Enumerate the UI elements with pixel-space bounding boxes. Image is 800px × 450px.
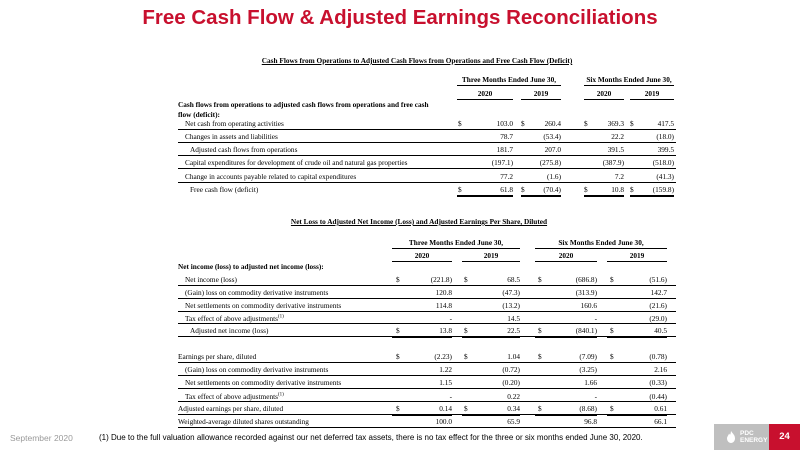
table-cell-value: (1.6) — [547, 172, 561, 181]
currency-sign: $ — [610, 326, 614, 335]
table-row-label — [185, 288, 328, 297]
table-cell-value: (686.8) — [575, 275, 597, 284]
table-cell-value: (518.0) — [652, 158, 674, 167]
t2-year-header: 2020 — [392, 251, 452, 262]
table-row-label — [178, 352, 256, 361]
table-cell-value: (18.0) — [656, 132, 674, 141]
t1-year-header: 2020 — [584, 89, 624, 100]
currency-sign: $ — [458, 185, 462, 194]
table-cell-value: (3.25) — [579, 365, 597, 374]
currency-sign: $ — [396, 404, 400, 413]
table-row-label: Net cash from operating activities — [185, 119, 284, 128]
currency-sign: $ — [396, 326, 400, 335]
rule-line — [178, 298, 676, 299]
rule-line — [178, 285, 676, 286]
currency-sign: $ — [538, 326, 542, 335]
table-cell-value: (70.4) — [543, 185, 561, 194]
table-cell-value: 142.7 — [650, 288, 667, 297]
table-cell-value: 2.16 — [654, 365, 667, 374]
currency-sign: $ — [396, 352, 400, 361]
rule-line — [178, 362, 676, 363]
table-cell-value: (13.2) — [502, 301, 520, 310]
table-cell-value: (0.20) — [502, 378, 520, 387]
table-cell-value: (197.1) — [491, 158, 513, 167]
t1-period-six-months: Six Months Ended June 30, — [584, 75, 674, 86]
rule-line — [178, 155, 676, 156]
table-cell-value: (840.1) — [575, 326, 597, 335]
page-number: 24 — [769, 424, 800, 450]
table-cell-value: - — [449, 392, 452, 401]
table-cell-value: (51.6) — [649, 275, 667, 284]
table-cell-value: 417.5 — [657, 119, 674, 128]
table-row-label: Adjusted cash flows from operations — [190, 145, 298, 154]
table-cell-value: (0.33) — [649, 378, 667, 387]
table-cell-value: - — [594, 314, 597, 323]
table-cell-value: (221.8) — [430, 275, 452, 284]
rule-line — [178, 311, 676, 312]
currency-sign: $ — [538, 275, 542, 284]
rule-line — [178, 388, 676, 389]
table-row-label-text: (Gain) loss on commodity derivative instruments — [185, 288, 329, 297]
logo-line-1: PDC — [740, 430, 754, 437]
cash-flow-table-title: Cash Flows from Operations to Adjusted Cash Flows from Operations and Free Cash Flow (Deficit) — [261, 56, 573, 65]
table-cell-value: 369.3 — [607, 119, 624, 128]
table-cell-value: 100.0 — [435, 417, 452, 426]
currency-sign: $ — [630, 119, 634, 128]
table-cell-value: 391.5 — [607, 145, 624, 154]
rule-line — [521, 195, 561, 197]
table-cell-value: - — [449, 314, 452, 323]
table-row-label-text: Tax effect of above adjustments — [185, 314, 278, 323]
logo-text — [740, 430, 767, 444]
company-logo — [714, 424, 800, 450]
currency-sign: $ — [521, 185, 525, 194]
table-cell-value: 1.04 — [507, 352, 520, 361]
table-row-label-text: Adjusted net income (loss) — [190, 326, 269, 335]
logo-line-2: ENERGY — [740, 437, 768, 444]
table-cell-value: 40.5 — [654, 326, 667, 335]
currency-sign: $ — [464, 352, 468, 361]
rule-line — [178, 182, 676, 183]
table-row-label: Free cash flow (deficit) — [190, 185, 259, 194]
t1-period-three-months: Three Months Ended June 30, — [457, 75, 561, 86]
table-row-label — [185, 301, 341, 310]
table-row-label — [185, 314, 284, 323]
table-cell-value: 22.5 — [507, 326, 520, 335]
rule-line — [178, 129, 676, 130]
table-cell-value: (387.9) — [602, 158, 624, 167]
table-cell-value: 207.0 — [544, 145, 561, 154]
rule-line — [178, 427, 676, 428]
rule-line — [178, 336, 676, 337]
rule-line — [178, 168, 676, 169]
table-row-label — [178, 417, 309, 426]
table-row-label-text: (Gain) loss on commodity derivative instruments — [185, 365, 329, 374]
table-cell-value: 66.1 — [654, 417, 667, 426]
rule-line — [630, 195, 674, 197]
table-cell-value: 13.8 — [439, 326, 452, 335]
table-cell-value: (41.3) — [656, 172, 674, 181]
table-cell-value: (275.8) — [539, 158, 561, 167]
table-row-label — [185, 392, 284, 401]
page-title: Free Cash Flow & Adjusted Earnings Reconciliations — [142, 6, 658, 29]
adjusted-earnings-table-title: Net Loss to Adjusted Net Income (Loss) and Adjusted Earnings Per Share, Diluted — [290, 217, 548, 226]
table-cell-value: 0.22 — [507, 392, 520, 401]
table-cell-value: (0.44) — [649, 392, 667, 401]
t2-section-label: Net income (loss) to adjusted net income (loss): — [178, 262, 324, 271]
table-row-label-text: Tax effect of above adjustments — [185, 392, 278, 401]
table-cell-value: (7.09) — [579, 352, 597, 361]
currency-sign: $ — [610, 352, 614, 361]
t1-section-label: flow (deficit): — [178, 110, 220, 119]
table-cell-value: 160.6 — [580, 301, 597, 310]
table-cell-value: 114.8 — [435, 301, 452, 310]
table-cell-value: 399.5 — [657, 145, 674, 154]
table-cell-value: (29.0) — [649, 314, 667, 323]
table-cell-value: (0.72) — [502, 365, 520, 374]
table-cell-value: 7.2 — [614, 172, 624, 181]
t1-year-header: 2019 — [521, 89, 561, 100]
rule-line — [178, 401, 676, 402]
t2-year-header: 2020 — [535, 251, 597, 262]
currency-sign: $ — [538, 352, 542, 361]
table-cell-value: 77.2 — [500, 172, 513, 181]
table-row-label — [185, 275, 237, 284]
t2-year-header: 2019 — [462, 251, 520, 262]
t2-year-header: 2019 — [607, 251, 667, 262]
table-cell-value: (0.78) — [649, 352, 667, 361]
currency-sign: $ — [464, 275, 468, 284]
currency-sign: $ — [464, 326, 468, 335]
table-row-label-text: Weighted-average diluted shares outstanding — [178, 417, 309, 426]
table-row-label — [190, 326, 268, 335]
t1-section-label: Cash flows from operations to adjusted cash flows from operations and free cash — [178, 100, 429, 109]
table-row-label-text: Net settlements on commodity derivative instruments — [185, 378, 342, 387]
table-cell-value: 10.8 — [611, 185, 624, 194]
rule-line — [457, 195, 513, 197]
table-cell-value: (313.9) — [575, 288, 597, 297]
rule-line — [584, 195, 624, 197]
footnote-marker: (1) — [277, 392, 284, 398]
table-cell-value: 120.8 — [435, 288, 452, 297]
currency-sign: $ — [464, 404, 468, 413]
table-cell-value: 0.34 — [507, 404, 520, 413]
t1-year-header: 2020 — [457, 89, 513, 100]
table-row-label: Changes in assets and liabilities — [185, 132, 278, 141]
footnote: (1) Due to the full valuation allowance recorded against our net deferred tax assets, there is no tax effect for the three or six months ended June 30, 2020. — [99, 433, 643, 442]
rule-line — [178, 142, 676, 143]
table-cell-value: 260.4 — [544, 119, 561, 128]
flame-icon — [724, 430, 738, 444]
table-row-label-text: Earnings per share, diluted — [178, 352, 257, 361]
table-cell-value: 61.8 — [500, 185, 513, 194]
table-row-label: Change in accounts payable related to capital expenditures — [185, 172, 357, 181]
rule-line — [178, 414, 676, 415]
t2-period-six-months: Six Months Ended June 30, — [535, 238, 667, 249]
currency-sign: $ — [610, 275, 614, 284]
table-cell-value: 96.8 — [584, 417, 597, 426]
currency-sign: $ — [610, 404, 614, 413]
table-cell-value: - — [594, 392, 597, 401]
table-cell-value: (53.4) — [543, 132, 561, 141]
table-cell-value: (8.68) — [579, 404, 597, 413]
table-row-label: Capital expenditures for development of crude oil and natural gas properties — [185, 158, 408, 167]
currency-sign: $ — [630, 185, 634, 194]
table-cell-value: 68.5 — [507, 275, 520, 284]
t2-period-three-months: Three Months Ended June 30, — [392, 238, 520, 249]
table-row-label — [185, 365, 328, 374]
table-cell-value: 103.0 — [496, 119, 513, 128]
table-cell-value: 0.61 — [654, 404, 667, 413]
table-cell-value: (2.23) — [434, 352, 452, 361]
currency-sign: $ — [584, 119, 588, 128]
table-cell-value: 65.9 — [507, 417, 520, 426]
rule-line — [178, 323, 676, 324]
table-cell-value: 181.7 — [496, 145, 513, 154]
table-cell-value: (47.3) — [502, 288, 520, 297]
rule-line — [178, 375, 676, 376]
currency-sign: $ — [458, 119, 462, 128]
table-cell-value: 78.7 — [500, 132, 513, 141]
t1-year-header: 2019 — [630, 89, 674, 100]
table-cell-value: 0.14 — [439, 404, 452, 413]
footer-date: September 2020 — [10, 433, 73, 443]
table-row-label — [185, 378, 341, 387]
table-cell-value: 22.2 — [611, 132, 624, 141]
table-cell-value: (21.6) — [649, 301, 667, 310]
currency-sign: $ — [538, 404, 542, 413]
table-cell-value: 1.22 — [439, 365, 452, 374]
table-row-label-text: Net settlements on commodity derivative instruments — [185, 301, 342, 310]
currency-sign: $ — [521, 119, 525, 128]
table-cell-value: 14.5 — [507, 314, 520, 323]
currency-sign: $ — [396, 275, 400, 284]
table-cell-value: 1.66 — [584, 378, 597, 387]
table-cell-value: (159.8) — [652, 185, 674, 194]
table-row-label — [178, 404, 283, 413]
table-cell-value: 1.15 — [439, 378, 452, 387]
table-row-label-text: Net income (loss) — [185, 275, 237, 284]
table-row-label-text: Adjusted earnings per share, diluted — [178, 404, 284, 413]
currency-sign: $ — [584, 185, 588, 194]
footnote-marker: (1) — [277, 314, 284, 320]
